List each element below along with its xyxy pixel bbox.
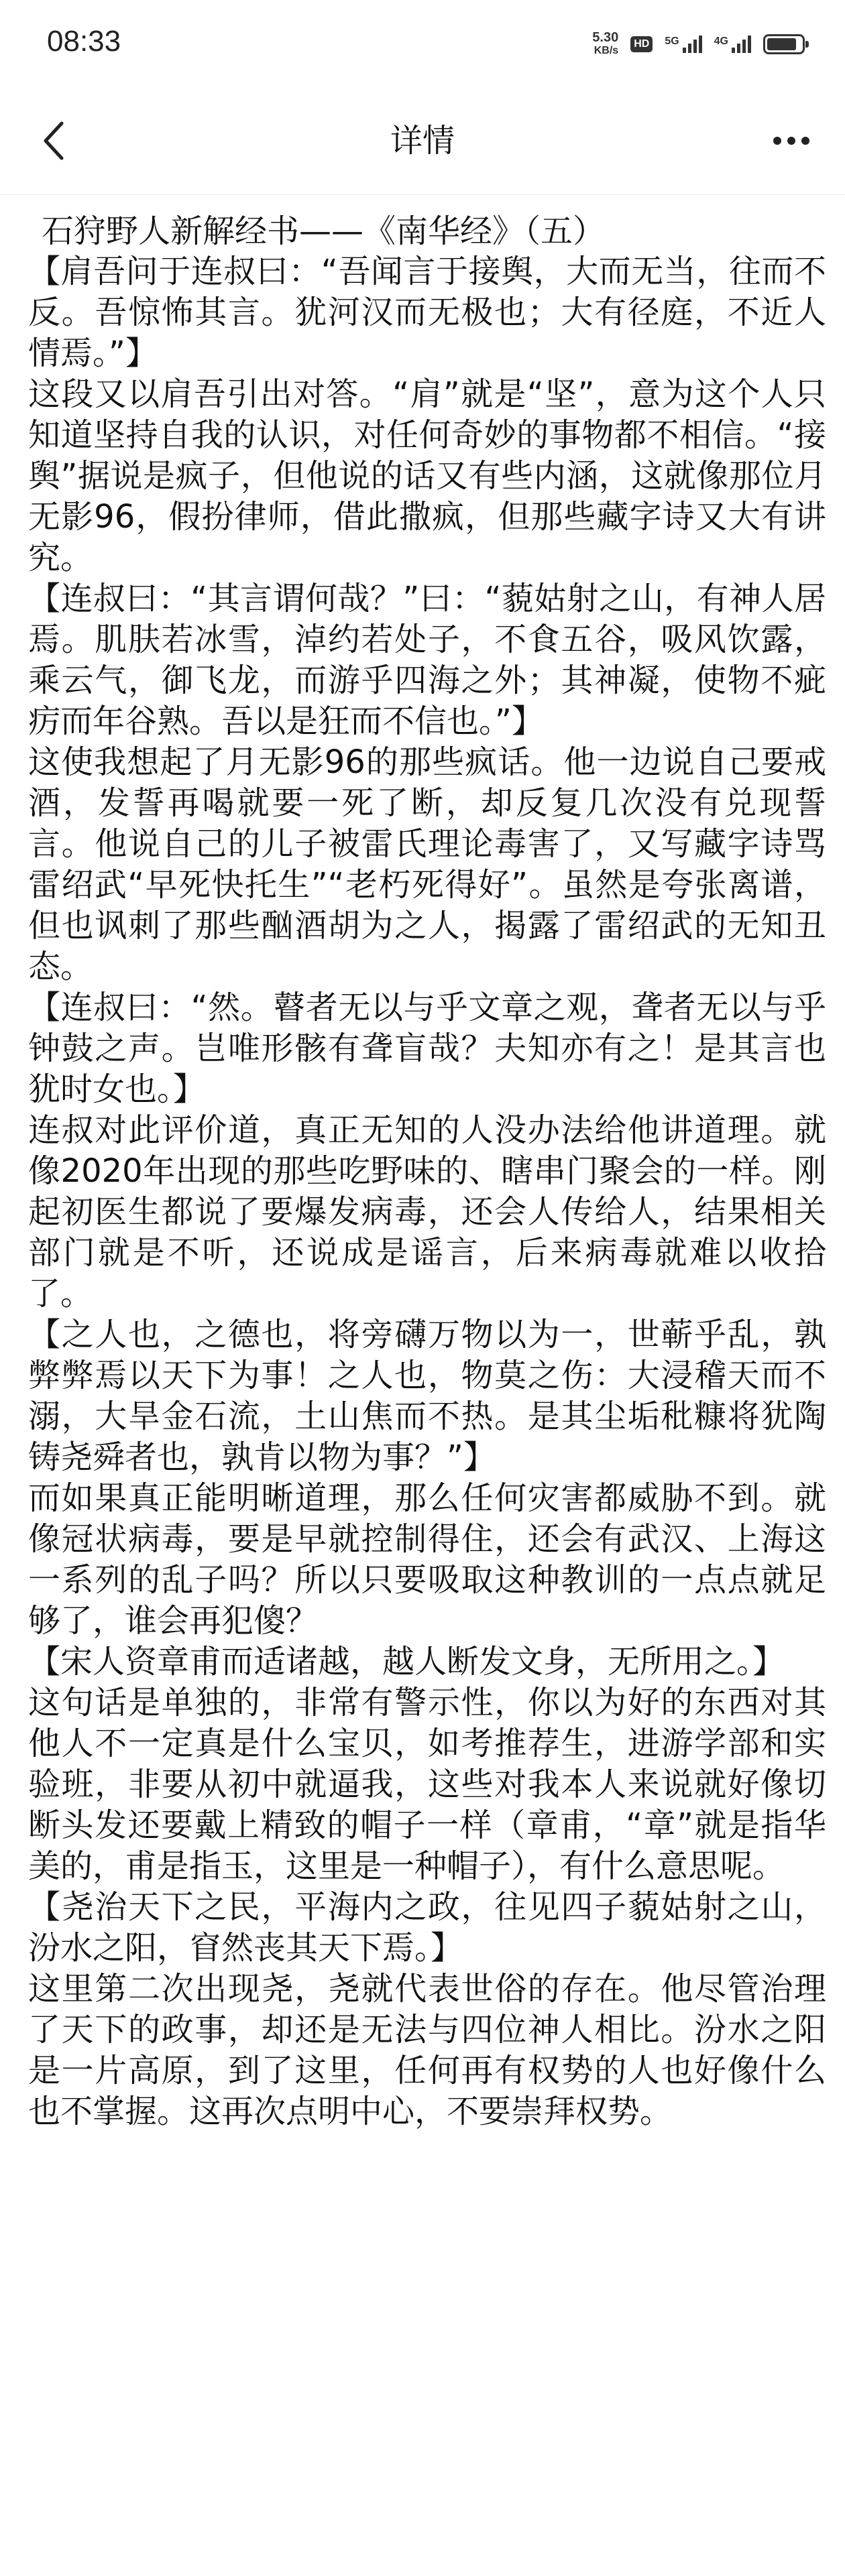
- article-body: [28, 198, 826, 2132]
- hd-icon: HD: [630, 36, 653, 52]
- signal-4g-label: 4G: [714, 36, 728, 47]
- signal-4g-icon: [714, 36, 751, 53]
- paragraph-commentary-3: 连叔对此评价道，真正无知的人没办法给他讲道理。就像2020年出现的那些吃野味的、瞎串门聚会的一样。刚起初医生都说了要爆发病毒，还会人传给人，结果相关部门就是不听，还说成是谣言，后来病毒就难以收拾了。: [28, 1111, 826, 1312]
- net-speed: [592, 31, 618, 58]
- article-title: 石狩野人新解经书——《南华经》（五）: [42, 212, 606, 250]
- paragraph-quote-4: 【之人也，之德也，将旁礴万物以为一，世蕲乎乱，孰弊弊焉以天下为事！之人也，物莫之伤：大浸稽天而不溺，大旱金石流，土山焦而不热。是其尘垢秕糠将犹陶铸尧舜者也，孰肯以物为事？”】: [28, 1316, 826, 1476]
- paragraph-quote-2: 【连叔曰：“其言谓何哉？”曰：“藐姑射之山，有神人居焉。肌肤若冰雪，淖约若处子，不食五谷，吸风饮露，乘云气，御飞龙，而游乎四海之外；其神凝，使物不疵疠而年谷熟。吾以是狂而不信也。”】: [28, 580, 826, 740]
- battery-icon: [763, 34, 805, 54]
- paragraph-quote-1: 【肩吾问于连叔曰：“吾闻言于接舆，大而无当，往而不反。吾惊怖其言。犹河汉而无极也；大有径庭，不近人情焉。”】: [28, 253, 826, 372]
- signal-5g-label: 5G: [665, 36, 679, 47]
- status-bar: [0, 0, 845, 87]
- more-horizontal-icon: [773, 137, 809, 145]
- app-header: [0, 87, 845, 195]
- status-time: 08:33: [47, 25, 121, 58]
- paragraph-quote-5: 【宋人资章甫而适诸越，越人断发文身，无所用之。】: [28, 1643, 785, 1680]
- paragraph-quote-6: 【尧治天下之民，平海内之政，往见四子藐姑射之山，汾水之阳，窅然丧其天下焉。】: [28, 1888, 826, 1967]
- more-options-button[interactable]: [758, 107, 825, 174]
- battery-fill: [767, 38, 796, 50]
- net-speed-value: 5.30: [592, 30, 619, 45]
- paragraph-commentary-5: 这句话是单独的，非常有警示性，你以为好的东西对其他人不一定真是什么宝贝，如考推荐生，进游学部和实验班，非要从初中就逼我，这些对我本人来说就好像切断头发还要戴上精致的帽子一样（章甫，“章”就是指华美的，甫是指玉，这里是一种帽子），有什么意思呢。: [28, 1684, 826, 1885]
- net-speed-unit: KB/s: [594, 45, 619, 56]
- status-indicators: [592, 25, 805, 63]
- paragraph-commentary-1: 这段又以肩吾引出对答。“肩”就是“坚”，意为这个人只知道坚持自我的认识，对任何奇妙的事物都不相信。“接舆”据说是疯子，但他说的话又有些内涵，这就像那位月无影96，假扮律师，借此撒疯，但那些藏字诗又大有讲究。: [28, 375, 826, 576]
- signal-5g-icon: [665, 36, 701, 53]
- page-title: 详情: [390, 122, 455, 160]
- paragraph-commentary-2: 这使我想起了月无影96的那些疯话。他一边说自己要戒酒，发誓再喝就要一死了断，却反复几次没有兑现誓言。他说自己的儿子被雷氏理论毒害了，又写藏字诗骂雷绍武“早死快托生”“老朽死得好”。虽然是夸张离谱，但也讽刺了那些酗酒胡为之人，揭露了雷绍武的无知丑态。: [28, 743, 826, 985]
- paragraph-commentary-6: 这里第二次出现尧，尧就代表世俗的存在。他尽管治理了天下的政事，却还是无法与四位神人相比。汾水之阳是一片高原，到了这里，任何再有权势的人也好像什么也不掌握。这再次点明中心，不要崇拜权势。: [28, 1970, 826, 2130]
- paragraph-commentary-4: 而如果真正能明晰道理，那么任何灾害都威胁不到。就像冠状病毒，要是早就控制得住，还会有武汉、上海这一系列的乱子吗？所以只要吸取这种教训的一点点就足够了，谁会再犯傻？: [28, 1479, 826, 1640]
- paragraph-quote-3: 【连叔曰：“然。瞽者无以与乎文章之观，聋者无以与乎钟鼓之声。岂唯形骸有聋盲哉？夫知亦有之！是其言也犹时女也。】: [28, 989, 826, 1108]
